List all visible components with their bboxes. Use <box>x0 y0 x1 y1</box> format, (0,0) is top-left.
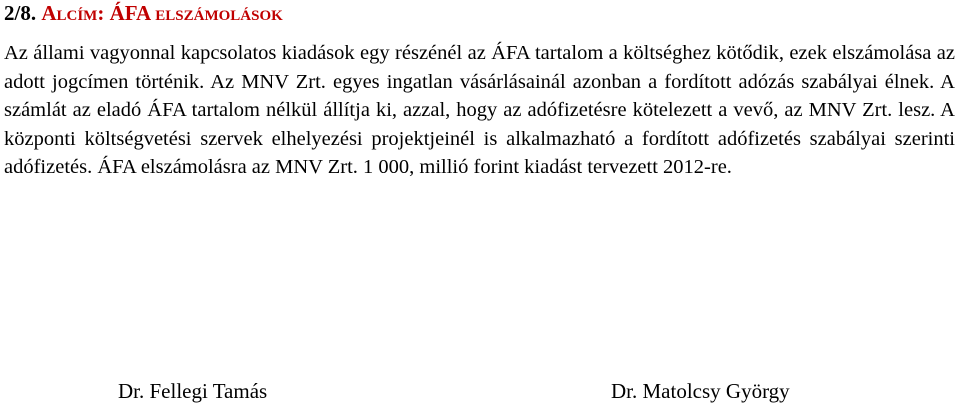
signature-right: Dr. Matolcsy György <box>611 379 790 403</box>
section-title: Alcím: ÁFA elszámolások <box>41 1 283 25</box>
body-paragraph: Az állami vagyonnal kapcsolatos kiadások egy részénél az ÁFA tartalom a költséghez kötődik, ezek elszámolása az adott jogcímen történik. Az MNV Zrt. egyes ingatlan vásárlásainál azonban a fordított adózás szabályai élnek. A számlát az eladó ÁFA tartalom nélkül állítja ki, azzal, hogy az adófizetésre kötelezett a vevő, az MNV Zrt. lesz. A központi költségvetési szervek elhelyezési projektjeinél is alkalmazható a fordított adófizetés szabályai szerinti adófizetés. ÁFA elszámolásra az MNV Zrt. 1 000, millió forint kiadást tervezett 2012-re. <box>4 42 955 179</box>
section-heading <box>4 0 283 26</box>
section-number: 2/8. <box>4 1 37 25</box>
signature-left: Dr. Fellegi Tamás <box>118 379 268 403</box>
